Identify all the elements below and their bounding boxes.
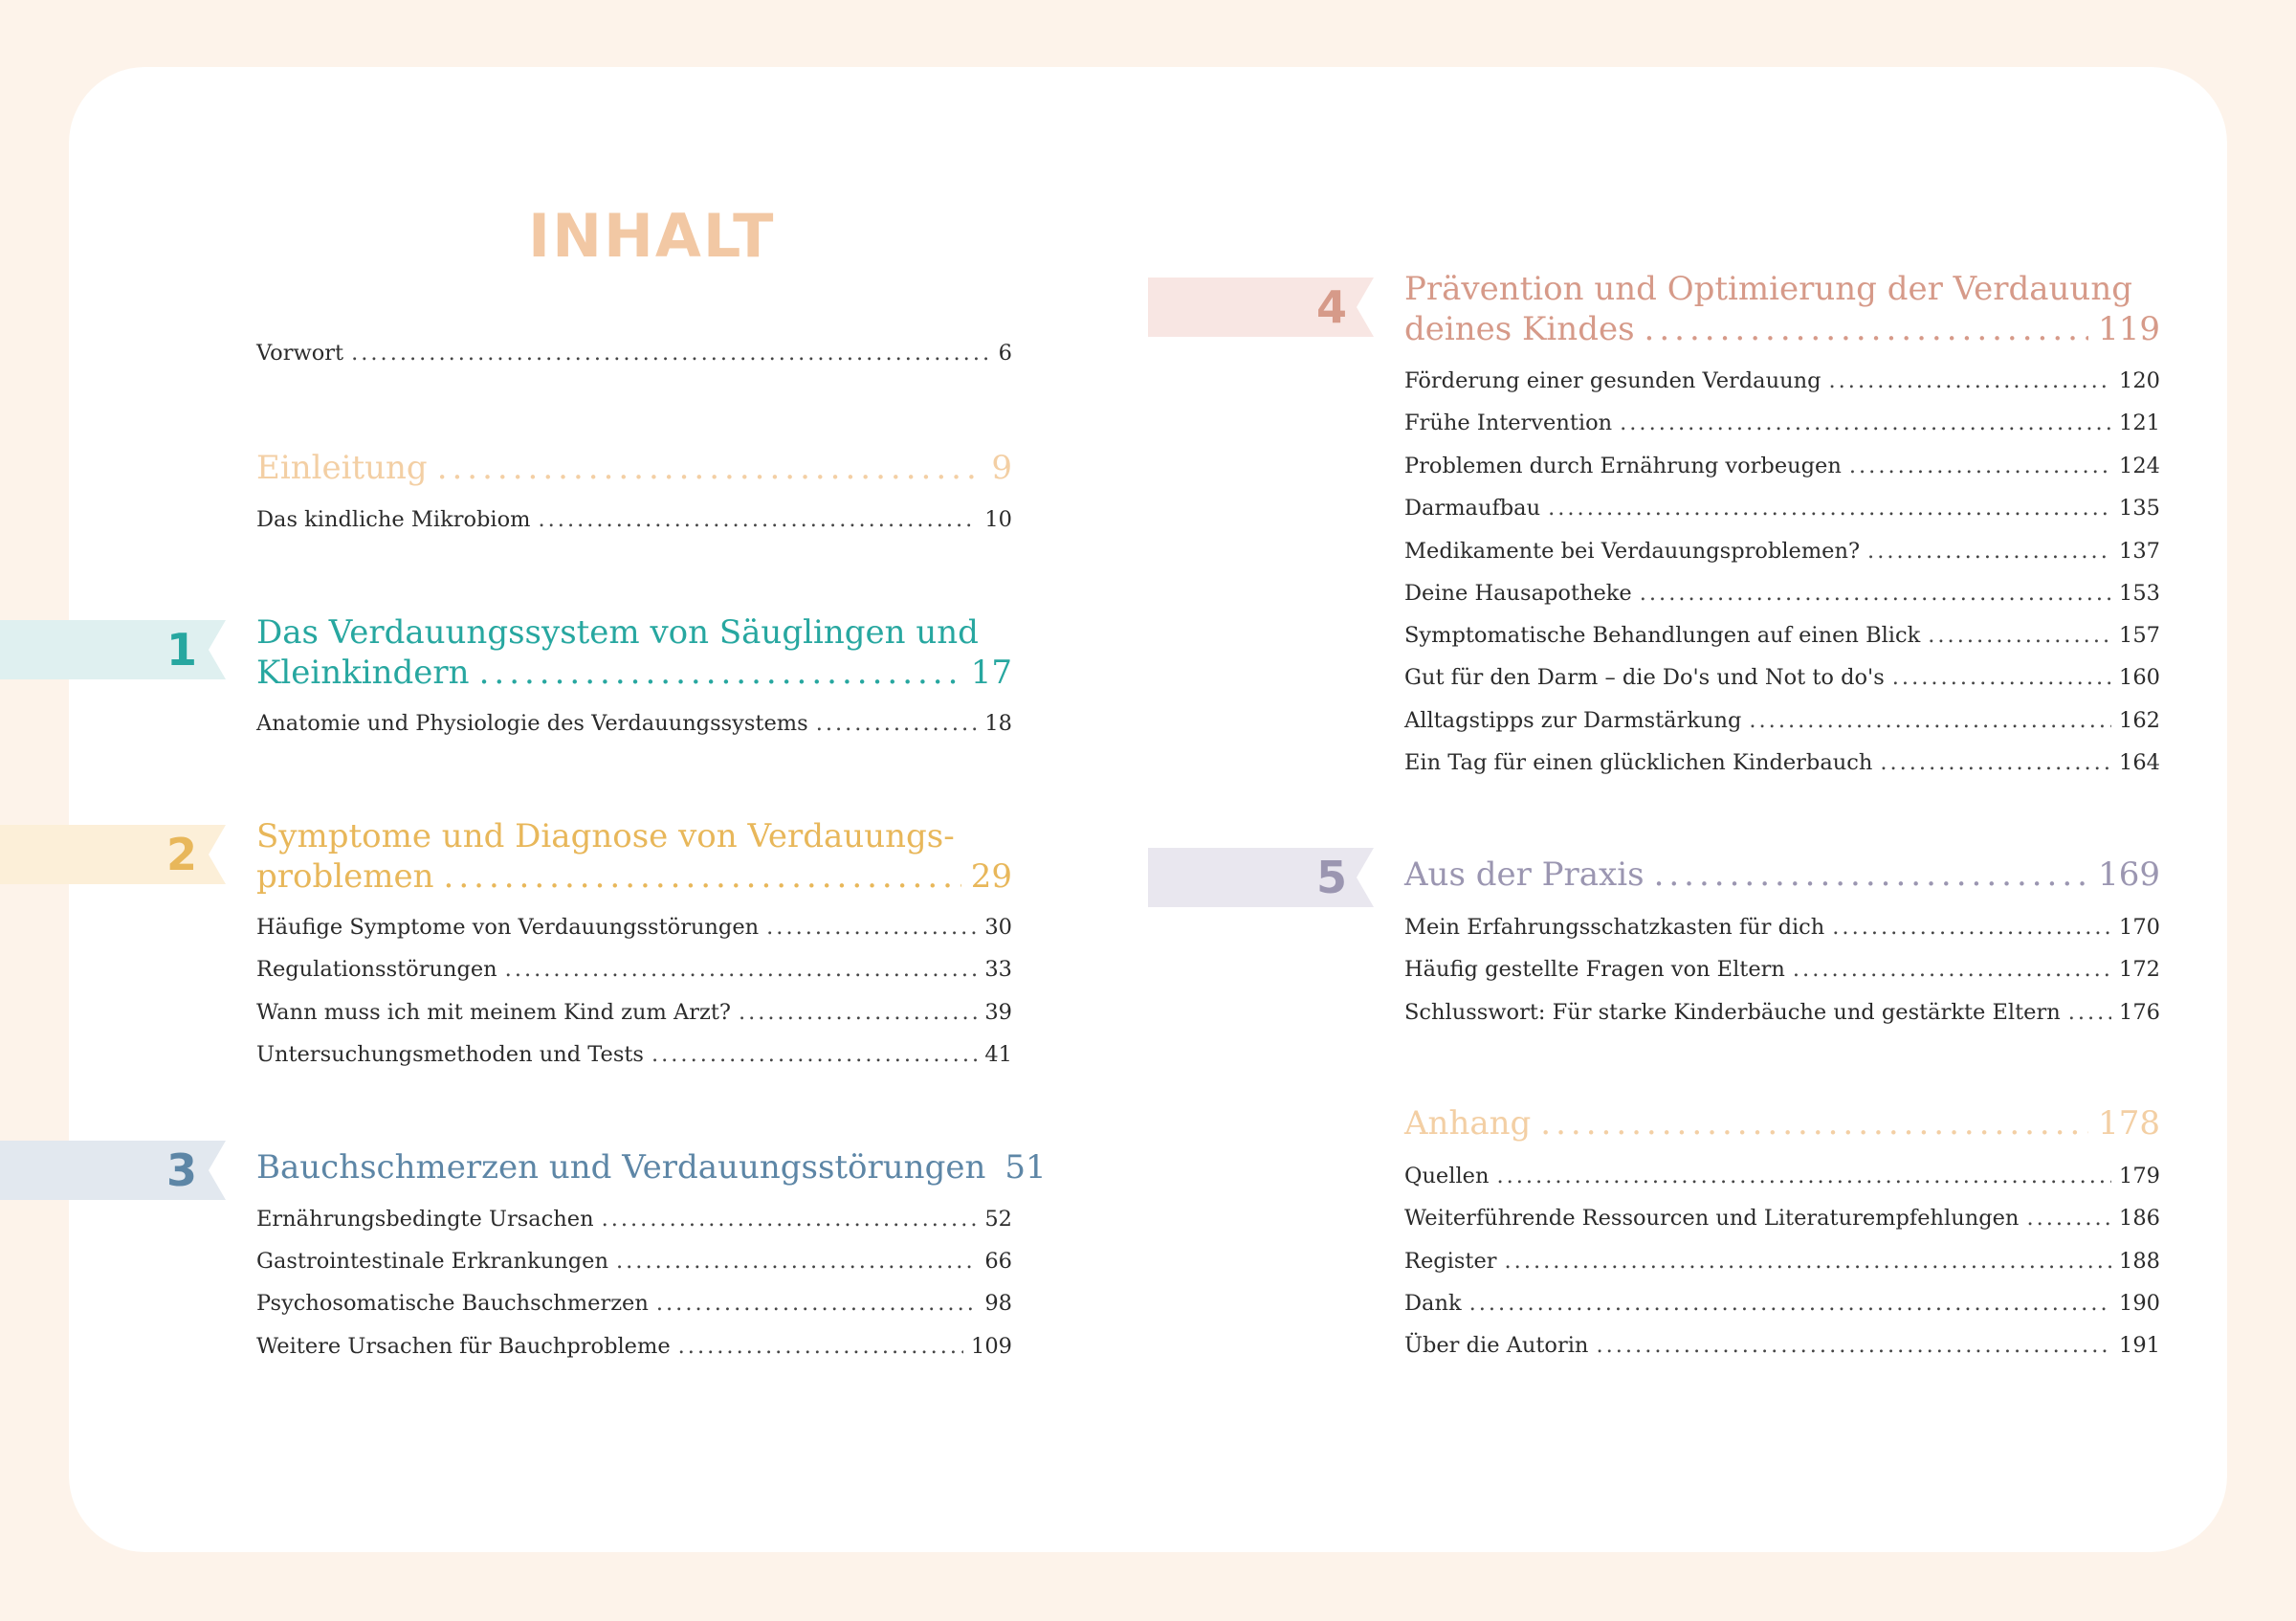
entry-label: Vorwort (256, 341, 344, 366)
section-title: Anhang (1404, 1104, 1532, 1143)
chapter-number: 5 (1315, 852, 1347, 903)
chapter-heading-2[interactable] (256, 816, 1012, 897)
toc-entry[interactable] (1404, 708, 2160, 733)
toc-entry[interactable] (256, 915, 1012, 940)
entry-label: Alltagstipps zur Darmstärkung (1404, 708, 1742, 733)
chapter-page: 17 (970, 654, 1012, 692)
entry-page: 191 (2119, 1333, 2160, 1358)
toc-entry[interactable] (1404, 496, 2160, 521)
entry-label: Symptomatische Behandlungen auf einen Blick (1404, 623, 1921, 648)
toc-entry[interactable] (1404, 539, 2160, 564)
entry-page: 186 (2119, 1206, 2160, 1231)
entry-label: Regulationsstörungen (256, 957, 497, 982)
chapter-title: Bauchschmerzen und Verdauungsstörungen (256, 1148, 986, 1187)
toc-entry[interactable] (256, 1042, 1012, 1067)
toc-entry[interactable] (1404, 1000, 2160, 1025)
entry-page: 153 (2119, 581, 2160, 606)
entry-label: Anatomie und Physiologie des Verdauungssystems (256, 711, 808, 736)
chapter-4-ribbon (1148, 278, 1374, 337)
entry-label: Darmaufbau (1404, 496, 1541, 521)
entry-label: Schlusswort: Für starke Kinderbäuche und gestärkte Eltern (1404, 1000, 2061, 1025)
chapter-number: 1 (166, 624, 197, 676)
toc-entry[interactable] (1404, 957, 2160, 982)
entry-page: 39 (984, 1000, 1012, 1025)
toc-entry[interactable] (1404, 411, 2160, 435)
section-heading-anhang[interactable] (1404, 1103, 2160, 1144)
entry-page: 121 (2119, 411, 2160, 435)
toc-entry[interactable] (256, 507, 1012, 532)
chapter-title: Aus der Praxis (1404, 855, 1645, 894)
entry-label: Weiterführende Ressourcen und Literaturempfehlungen (1404, 1206, 2020, 1231)
chapter-heading-5[interactable] (1404, 855, 2160, 895)
toc-entry[interactable] (1404, 1249, 2160, 1274)
toc-entry[interactable] (1404, 1291, 2160, 1316)
entry-label: Deine Hausapotheke (1404, 581, 1632, 606)
entry-label: Register (1404, 1249, 1497, 1274)
entry-page: 176 (2119, 1000, 2160, 1025)
entry-page: 6 (998, 341, 1012, 366)
entry-label: Gastrointestinale Erkrankungen (256, 1249, 608, 1274)
chapter-title-line1: Symptome und Diagnose von Verdauungs- (256, 817, 955, 855)
chapter-page: 169 (2098, 855, 2160, 894)
entry-page: 170 (2119, 915, 2160, 940)
chapter-page: 51 (1004, 1148, 1047, 1187)
toc-entry[interactable] (1404, 454, 2160, 478)
entry-page: 33 (984, 957, 1012, 982)
entry-page: 98 (984, 1291, 1012, 1316)
entry-label: Weitere Ursachen für Bauchprobleme (256, 1334, 671, 1359)
entry-page: 10 (984, 507, 1012, 532)
chapter-title-line2: Kleinkindern (256, 654, 470, 692)
entry-page: 164 (2119, 750, 2160, 775)
chapter-3-ribbon (0, 1141, 226, 1200)
section-heading-einleitung[interactable] (256, 448, 1012, 488)
entry-page: 52 (984, 1207, 1012, 1232)
chapter-title-line1: Das Verdauungssystem von Säuglingen und (256, 613, 979, 652)
entry-page: 157 (2119, 623, 2160, 648)
toc-entry[interactable] (256, 1334, 1012, 1359)
chapter-heading-4[interactable] (1404, 269, 2160, 349)
entry-page: 162 (2119, 708, 2160, 733)
entry-label: Über die Autorin (1404, 1333, 1589, 1358)
entry-page: 124 (2119, 454, 2160, 478)
toc-entry[interactable] (1404, 1333, 2160, 1358)
chapter-2-ribbon (0, 825, 226, 884)
toc-entry[interactable] (1404, 915, 2160, 940)
entry-page: 135 (2119, 496, 2160, 521)
toc-entry[interactable] (256, 711, 1012, 736)
chapter-title-line2: deines Kindes (1404, 310, 1635, 348)
chapter-5-ribbon (1148, 848, 1374, 907)
entry-page: 41 (984, 1042, 1012, 1067)
toc-entry[interactable] (1404, 581, 2160, 606)
toc-entry[interactable] (1404, 1206, 2160, 1231)
section-page: 178 (2098, 1104, 2160, 1143)
entry-label: Psychosomatische Bauchschmerzen (256, 1291, 649, 1316)
toc-entry[interactable] (1404, 623, 2160, 648)
toc-entry[interactable] (256, 1291, 1012, 1316)
chapter-number: 3 (166, 1144, 197, 1196)
toc-entry[interactable] (1404, 665, 2160, 690)
toc-entry-vorwort[interactable] (256, 341, 1012, 366)
chapter-title-line1: Prävention und Optimierung der Verdauung (1404, 270, 2132, 308)
chapter-1-ribbon (0, 620, 226, 679)
entry-label: Ernährungsbedingte Ursachen (256, 1207, 594, 1232)
chapter-page: 29 (970, 857, 1012, 896)
entry-page: 172 (2119, 957, 2160, 982)
entry-label: Mein Erfahrungsschatzkasten für dich (1404, 915, 1825, 940)
entry-page: 120 (2119, 368, 2160, 393)
chapter-number: 4 (1315, 281, 1347, 333)
section-title: Einleitung (256, 449, 428, 487)
toc-entry[interactable] (1404, 750, 2160, 775)
entry-label: Dank (1404, 1291, 1462, 1316)
entry-label: Ein Tag für einen glücklichen Kinderbauch (1404, 750, 1873, 775)
chapter-number: 2 (166, 829, 197, 880)
chapter-page: 119 (2098, 310, 2160, 348)
section-page: 9 (991, 449, 1012, 487)
entry-label: Untersuchungsmethoden und Tests (256, 1042, 644, 1067)
entry-label: Förderung einer gesunden Verdauung (1404, 368, 1821, 393)
chapter-title-line2: problemen (256, 857, 434, 896)
entry-page: 18 (984, 711, 1012, 736)
entry-label: Quellen (1404, 1164, 1490, 1188)
toc-entry[interactable] (1404, 1164, 2160, 1188)
entry-label: Frühe Intervention (1404, 411, 1613, 435)
toc-entry[interactable] (256, 1000, 1012, 1025)
entry-label: Häufig gestellte Fragen von Eltern (1404, 957, 1785, 982)
entry-page: 30 (984, 915, 1012, 940)
chapter-heading-3[interactable] (256, 1147, 1047, 1188)
entry-page: 137 (2119, 539, 2160, 564)
entry-page: 160 (2119, 665, 2160, 690)
entry-page: 66 (984, 1249, 1012, 1274)
toc-entry[interactable] (256, 1207, 1012, 1232)
toc-entry[interactable] (1404, 368, 2160, 393)
toc-entry[interactable] (256, 1249, 1012, 1274)
entry-label: Häufige Symptome von Verdauungsstörungen (256, 915, 760, 940)
entry-label: Wann muss ich mit meinem Kind zum Arzt? (256, 1000, 731, 1025)
entry-label: Das kindliche Mikrobiom (256, 507, 531, 532)
entry-page: 179 (2119, 1164, 2160, 1188)
chapter-heading-1[interactable] (256, 612, 1012, 693)
entry-label: Gut für den Darm – die Do's und Not to do's (1404, 665, 1885, 690)
entry-label: Medikamente bei Verdauungsproblemen? (1404, 539, 1861, 564)
entry-page: 188 (2119, 1249, 2160, 1274)
entry-label: Problemen durch Ernährung vorbeugen (1404, 454, 1842, 478)
entry-page: 190 (2119, 1291, 2160, 1316)
toc-entry[interactable] (256, 957, 1012, 982)
entry-page: 109 (971, 1334, 1012, 1359)
page-title: INHALT (528, 201, 776, 271)
